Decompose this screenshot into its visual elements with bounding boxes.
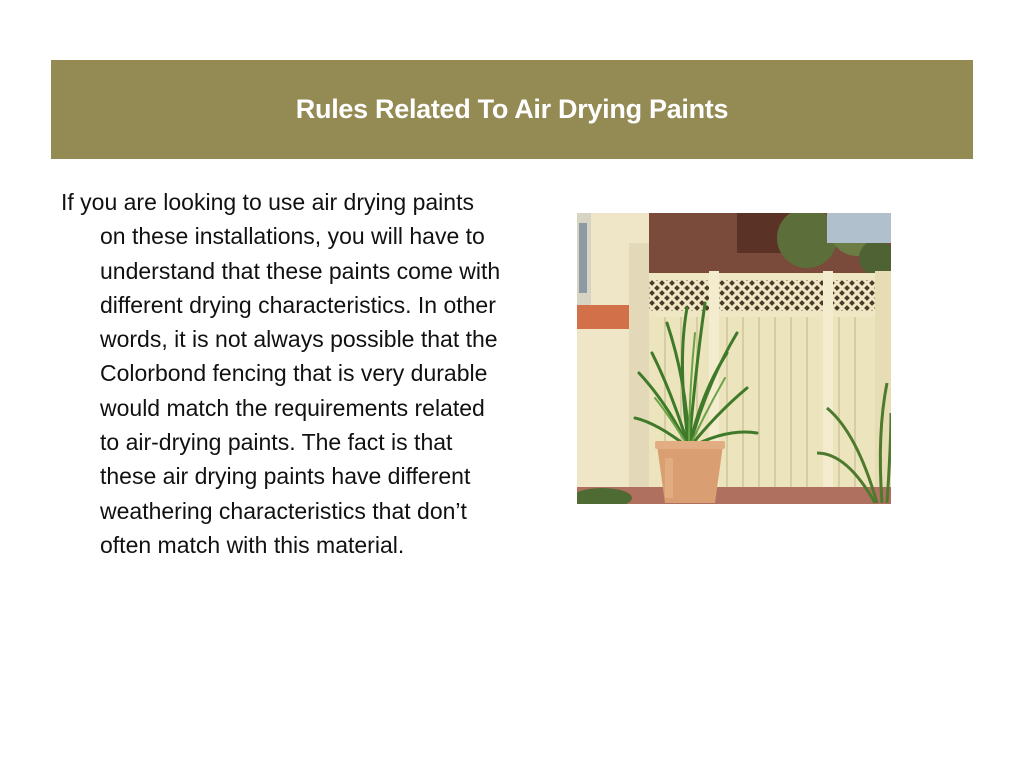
slide-title: Rules Related To Air Drying Paints (295, 94, 729, 124)
fence-photo (577, 213, 891, 504)
slide-body-text: If you are looking to use air drying paints on these installations, you will have to understand that these paints come with different drying characteristics. In other words, it is not always possible that the Colorbond fencing that is very durable would match the requirements related to air-drying paints. The fact is that these air drying paints have different weathering characteristics that don’t often match with this material. (61, 189, 501, 558)
title-bar (51, 60, 973, 159)
